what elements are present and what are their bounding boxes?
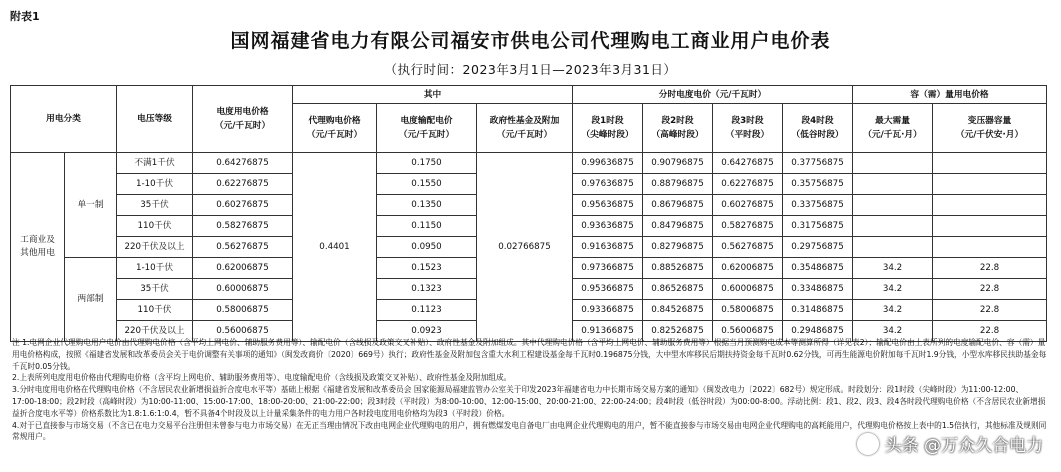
period2-cell: 0.88526875 [643, 258, 713, 279]
header-max-demand: 最大需量 （元/千瓦·月） [853, 104, 933, 153]
header-tou: 分时电度电价（元/千瓦时） [573, 86, 853, 104]
energy-cell: 0.58006875 [193, 300, 293, 321]
energy-cell: 0.56276875 [193, 237, 293, 258]
energy-cell: 0.56006875 [193, 321, 293, 342]
period4-cell: 0.33486875 [783, 279, 853, 300]
transmission-cell: 0.1350 [377, 195, 477, 216]
period3-cell: 0.58006875 [713, 300, 783, 321]
period3-cell: 0.62276875 [713, 174, 783, 195]
max-demand-cell: 34.2 [853, 279, 933, 300]
energy-cell: 0.64276875 [193, 153, 293, 174]
period1-cell: 0.95366875 [573, 279, 643, 300]
header-category: 用电分类 [11, 86, 117, 153]
period3-cell: 0.58276875 [713, 216, 783, 237]
transmission-cell: 0.0923 [377, 321, 477, 342]
appendix-label: 附表1 [10, 10, 40, 23]
energy-cell: 0.62276875 [193, 174, 293, 195]
max-demand-cell [853, 237, 933, 258]
period4-cell: 0.33756875 [783, 195, 853, 216]
header-transmission: 电度输配电价 （元/千瓦时） [377, 104, 477, 153]
period3-cell: 0.60276875 [713, 195, 783, 216]
note-1: 注 1.电网企业代理购电用户电价由代理购电价格（含平均上网电价、辅助服务费用等）、输配电价（含线损及政策交叉补贴）、政府性基金及附加组成。其中代理购电价格（含平均上网电价、辅助服务费用等）根据当月预测购电成本等测算所得（详见表2）；输配电价由上表所列的电度输配电价、容（需）量用电价格构成，按照《福建省发展和改革委员会关于电价调整有关事项的通知》（闽发改商价〔2020〕669号）执行；政府性基金及附加包含重大水利工程建设基金每千瓦时0.196875分钱，大中型水库移民后期扶持资金每千瓦时0.62分钱，可再生能源电价附加每千瓦时1.9分钱，小型水库移民扶助基金每千瓦时0.05分钱。 [12, 338, 1047, 371]
period1-cell: 0.91366875 [573, 321, 643, 342]
dual-tariff-label: 两部制 [65, 258, 117, 342]
voltage-cell: 1-10千伏 [117, 174, 193, 195]
transmission-cell: 0.0950 [377, 237, 477, 258]
voltage-cell: 220千伏及以上 [117, 237, 193, 258]
energy-cell: 0.58276875 [193, 216, 293, 237]
header-energy-price: 电度用电价格 （元/千瓦时） [193, 86, 293, 153]
period2-cell: 0.86796875 [643, 195, 713, 216]
period1-cell: 0.93636875 [573, 216, 643, 237]
transformer-cell [933, 237, 1047, 258]
table-row [11, 153, 1047, 174]
transmission-cell: 0.1550 [377, 174, 477, 195]
energy-cell: 0.62006875 [193, 258, 293, 279]
transformer-cell: 22.8 [933, 279, 1047, 300]
transmission-cell: 0.1150 [377, 216, 477, 237]
max-demand-cell: 34.2 [853, 321, 933, 342]
max-demand-cell [853, 195, 933, 216]
period2-cell: 0.90796875 [643, 153, 713, 174]
period2-cell: 0.82526875 [643, 321, 713, 342]
transmission-cell: 0.1750 [377, 153, 477, 174]
note-3: 3.分时电度用电价格在代理购电价格（不含居民农业新增损益折合度电水平等）基础上根据《福建省发展和改革委员会 国家能源局福建监管办公室关于印发2023年福建省电力中长期市场交易方案的通知》（闽发改电力〔2022〕682号）规定形成。时段划分：段1时段（尖峰时段）为11:00-12:00、17:00-18:00；段2时段（高峰时段）为10:00-11:00、15:00-17:00、18:00-20:00、21:00-22:00；段3时段（平时段）为8:00-10:00、12:00-15:00、20:00-21:00、22:00-24:00；段4时段（低谷时段）为00:00-8:00。浮动比例：段1、段2、段3、段4各时段代理购电价格（不含居民农业新增损益折合度电水平等）价格系数比为1.8:1.6:1:0.4，暂不具备4个时段及以上计量采集条件的电力用户各时段电度用电价格均为段3（平时段）价格。 [12, 385, 1046, 418]
category-cell: 工商业及 其他用电 [11, 153, 65, 342]
period2-cell: 0.84526875 [643, 300, 713, 321]
max-demand-cell [853, 174, 933, 195]
transformer-cell [933, 216, 1047, 237]
note-2: 2.上表所列电度用电价格由代理购电价格（含平均上网电价、辅助服务费用等）、电度输配电价（含线损及政策交叉补贴）、政府性基金及附加组成。 [12, 373, 512, 383]
period4-cell: 0.31756875 [783, 216, 853, 237]
period1-cell: 0.91636875 [573, 237, 643, 258]
period2-cell: 0.82796875 [643, 237, 713, 258]
period2-cell: 0.88796875 [643, 174, 713, 195]
period3-cell: 0.56006875 [713, 321, 783, 342]
period4-cell: 0.29756875 [783, 237, 853, 258]
period4-cell: 0.29486875 [783, 321, 853, 342]
fund-cell: 0.02766875 [477, 153, 573, 342]
watermark-text: 头条 @万众久合电力 [884, 436, 1043, 456]
proxy-price-cell: 0.4401 [293, 153, 377, 342]
price-table [10, 85, 1047, 342]
note-4: 4.对于已直接参与市场交易（不含已在电力交易平台注册但未曾参与电力市场交易）在无正当理由情况下改由电网企业代理购电的用户，拥有燃煤发电自备电厂由电网企业代理购电的用户，暂不能直接参与市场交易由电网企业代理购电的高耗能用户，代理购电价格按上表中的1.5倍执行，其他标准及规则同常规用户。 [12, 420, 1047, 442]
header-proxy-price: 代理购电价格 （元/千瓦时） [293, 104, 377, 153]
voltage-cell: 110千伏 [117, 300, 193, 321]
period3-cell: 0.62006875 [713, 258, 783, 279]
period1-cell: 0.97636875 [573, 174, 643, 195]
transformer-cell: 22.8 [933, 321, 1047, 342]
period1-cell: 0.93366875 [573, 300, 643, 321]
header-among: 其中 [293, 86, 573, 104]
transformer-cell [933, 174, 1047, 195]
transmission-cell: 0.1323 [377, 279, 477, 300]
period4-cell: 0.37756875 [783, 153, 853, 174]
watermark [857, 431, 1043, 456]
voltage-cell: 35千伏 [117, 195, 193, 216]
period4-cell: 0.35756875 [783, 174, 853, 195]
max-demand-cell: 34.2 [853, 300, 933, 321]
period4-cell: 0.31486875 [783, 300, 853, 321]
voltage-cell: 1-10千伏 [117, 258, 193, 279]
single-tariff-label: 单一制 [65, 153, 117, 258]
page-title: 国网福建省电力有限公司福安市供电公司代理购电工商业用户电价表 [230, 30, 831, 52]
voltage-cell: 不满1千伏 [117, 153, 193, 174]
max-demand-cell [853, 153, 933, 174]
transmission-cell: 0.1123 [377, 300, 477, 321]
watermark-logo-icon [857, 433, 879, 455]
voltage-cell: 220千伏及以上 [117, 321, 193, 342]
period1-cell: 0.99636875 [573, 153, 643, 174]
period2-cell: 0.86526875 [643, 279, 713, 300]
period2-cell: 0.84796875 [643, 216, 713, 237]
header-fund: 政府性基金及附加 （元/千瓦时） [477, 104, 573, 153]
period1-cell: 0.97366875 [573, 258, 643, 279]
header-period2: 段2时段 （高峰时段） [643, 104, 713, 153]
transformer-cell [933, 195, 1047, 216]
max-demand-cell [853, 216, 933, 237]
transformer-cell: 22.8 [933, 258, 1047, 279]
max-demand-cell: 34.2 [853, 258, 933, 279]
header-period1: 段1时段 （尖峰时段） [573, 104, 643, 153]
period3-cell: 0.64276875 [713, 153, 783, 174]
transformer-cell: 22.8 [933, 300, 1047, 321]
header-period3: 段3时段 （平时段） [713, 104, 783, 153]
energy-cell: 0.60276875 [193, 195, 293, 216]
energy-cell: 0.60006875 [193, 279, 293, 300]
period1-cell: 0.95636875 [573, 195, 643, 216]
header-voltage: 电压等级 [117, 86, 193, 153]
execution-period: （执行时间：2023年3月1日—2023年3月31日） [384, 62, 677, 77]
notes-section [12, 337, 1048, 443]
transmission-cell: 0.1523 [377, 258, 477, 279]
voltage-cell: 110千伏 [117, 216, 193, 237]
header-transformer: 变压器容量 （元/千伏安·月） [933, 104, 1047, 153]
transformer-cell [933, 153, 1047, 174]
header-capacity: 容（需）量用电价格 [853, 86, 1047, 104]
period3-cell: 0.56276875 [713, 237, 783, 258]
period4-cell: 0.35486875 [783, 258, 853, 279]
header-period4: 段4时段 （低谷时段） [783, 104, 853, 153]
voltage-cell: 35千伏 [117, 279, 193, 300]
period3-cell: 0.60006875 [713, 279, 783, 300]
